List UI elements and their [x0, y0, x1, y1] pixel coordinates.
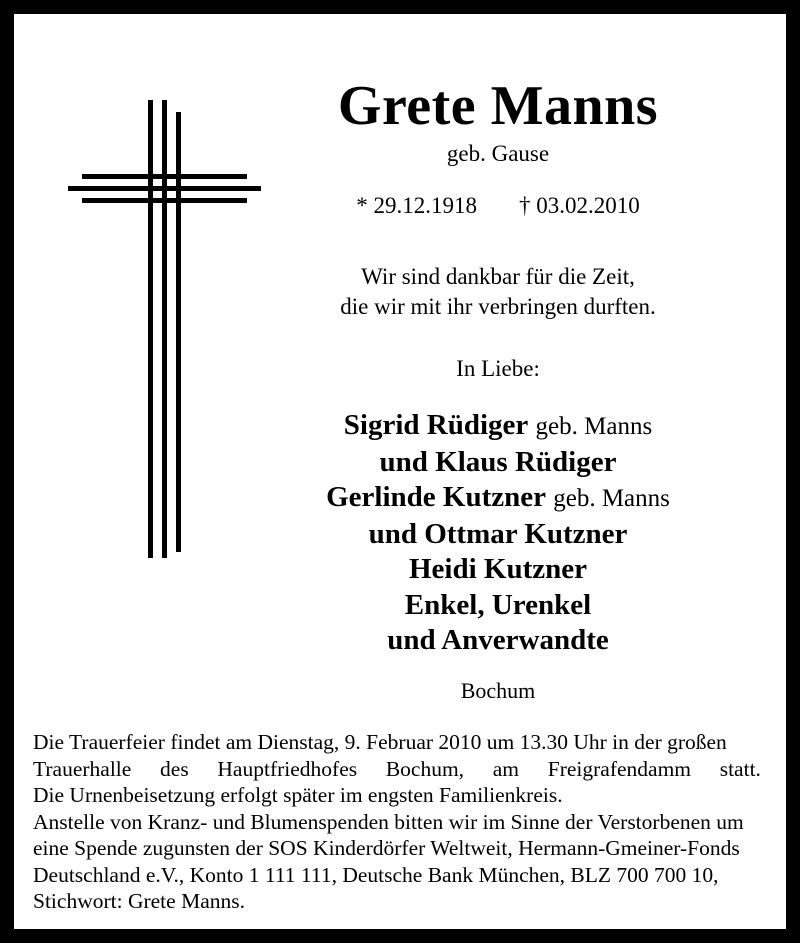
- mourner-note: geb. Manns: [553, 485, 670, 512]
- funeral-notice-text: [33, 729, 761, 915]
- mourner-name: Enkel, Urenkel: [404, 588, 592, 621]
- mourners-list: [200, 408, 796, 659]
- quote-line: die wir mit ihr verbringen durften.: [340, 294, 656, 319]
- cross-stroke: [162, 100, 167, 558]
- in-love-heading: In Liebe:: [456, 356, 540, 381]
- cross-stroke: [148, 100, 153, 558]
- life-dates: [200, 192, 796, 220]
- mourner-line: [200, 408, 796, 445]
- mourner-line: [200, 517, 796, 553]
- notice-word: statt.: [719, 756, 761, 781]
- notice-word: Bochum,: [385, 756, 465, 781]
- notice-line: Die Urnenbeisetzung erfolgt später im engsten Familienkreis.: [33, 783, 563, 807]
- mourner-name: und Anverwandte: [387, 624, 609, 656]
- mourner-line: [200, 552, 796, 588]
- notice-word: des: [160, 756, 189, 781]
- notice-word: Hauptfriedhofes: [217, 756, 358, 781]
- cross-stroke: [68, 186, 261, 191]
- quote-line: Wir sind dankbar für die Zeit,: [361, 264, 635, 289]
- notice-line: Anstelle von Kranz- und Blumenspenden bitten wir im Sinne der Verstorbenen um: [33, 809, 744, 834]
- mourner-line: [200, 623, 796, 659]
- deceased-name: Grete Manns: [337, 75, 659, 137]
- notice-word: Freigrafendamm: [547, 756, 692, 781]
- death-date: † 03.02.2010: [519, 193, 640, 218]
- mourner-line: [200, 588, 796, 624]
- notice-line: eine Spende zugunsten der SOS Kinderdörfer Weltweit, Hermann-Gmeiner-Fonds: [33, 836, 740, 860]
- mourner-note: geb. Manns: [535, 413, 653, 440]
- notice-line-justified: [33, 756, 761, 783]
- mourner-name: und Ottmar Kutzner: [368, 517, 628, 550]
- memorial-quote: [200, 262, 796, 322]
- mourner-name: und Klaus Rüdiger: [379, 445, 617, 478]
- notice-word: am: [492, 756, 520, 781]
- notice-word: Trauerhalle: [33, 756, 132, 781]
- mourner-name: Heidi Kutzner: [408, 553, 587, 585]
- mourner-line: [200, 480, 796, 517]
- mourner-line: [200, 445, 796, 481]
- place: Bochum: [460, 678, 536, 703]
- maiden-name: geb. Gause: [446, 141, 550, 166]
- notice-line: Stichwort: Grete Manns.: [33, 889, 245, 913]
- mourner-name: Sigrid Rüdiger: [343, 409, 529, 441]
- mourner-name: Gerlinde Kutzner: [326, 481, 546, 513]
- notice-line: Deutschland e.V., Konto 1 111 111, Deutsche Bank München, BLZ 700 700 10,: [33, 862, 719, 887]
- birth-date: * 29.12.1918: [356, 193, 477, 218]
- cross-stroke: [82, 174, 247, 179]
- notice-line: Die Trauerfeier findet am Dienstag, 9. Februar 2010 um 13.30 Uhr in der großen: [33, 730, 727, 754]
